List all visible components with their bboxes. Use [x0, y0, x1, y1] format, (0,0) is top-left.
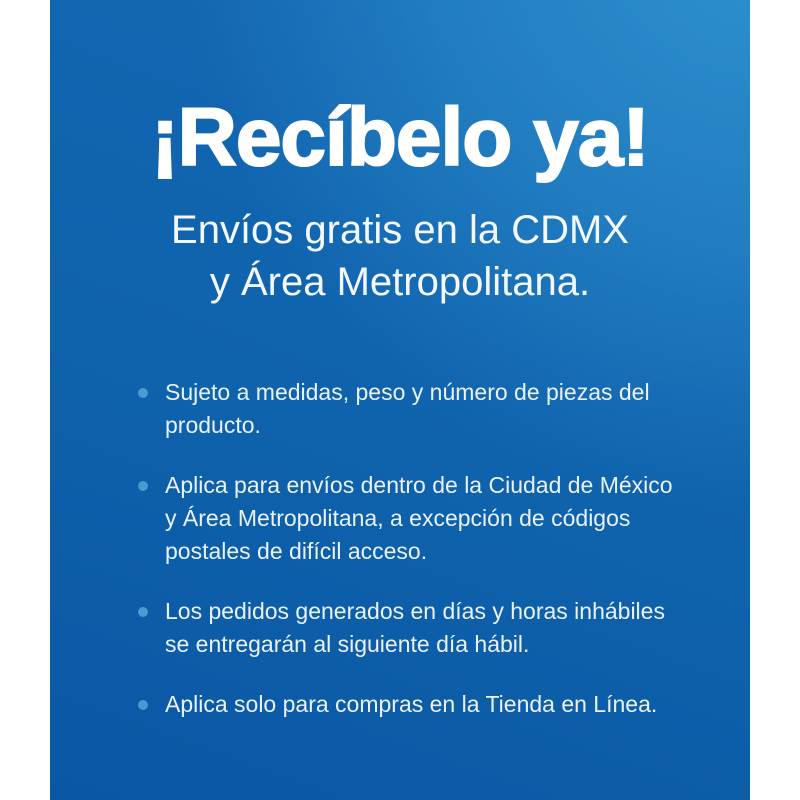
- bullet-text: Aplica para envíos dentro de la Ciudad de México y Área Metropolitana, a excepción de códigos postales de difícil acceso.: [165, 472, 673, 564]
- bullet-dot-icon: [138, 388, 148, 398]
- bullet-dot-icon: [138, 700, 148, 710]
- bullet-dot-icon: [138, 481, 148, 491]
- list-item: [138, 376, 690, 442]
- bullet-text: Sujeto a medidas, peso y número de piezas del producto.: [165, 379, 650, 438]
- subtitle-line-2: y Área Metropolitana.: [209, 260, 591, 304]
- bullet-text: Los pedidos generados en días y horas inhábiles se entregarán al siguiente día hábil.: [165, 598, 665, 657]
- list-item: [138, 688, 690, 721]
- bullet-text: Aplica solo para compras en la Tienda en Línea.: [165, 691, 658, 717]
- terms-list: [50, 376, 750, 721]
- bullet-dot-icon: [138, 607, 148, 617]
- subtitle-line-1: Envíos gratis en la CDMX: [171, 208, 629, 252]
- headline: ¡Recíbelo ya!: [151, 92, 649, 183]
- subtitle: [50, 204, 750, 308]
- list-item: [138, 595, 690, 661]
- promo-banner: [50, 0, 750, 800]
- list-item: [138, 469, 690, 568]
